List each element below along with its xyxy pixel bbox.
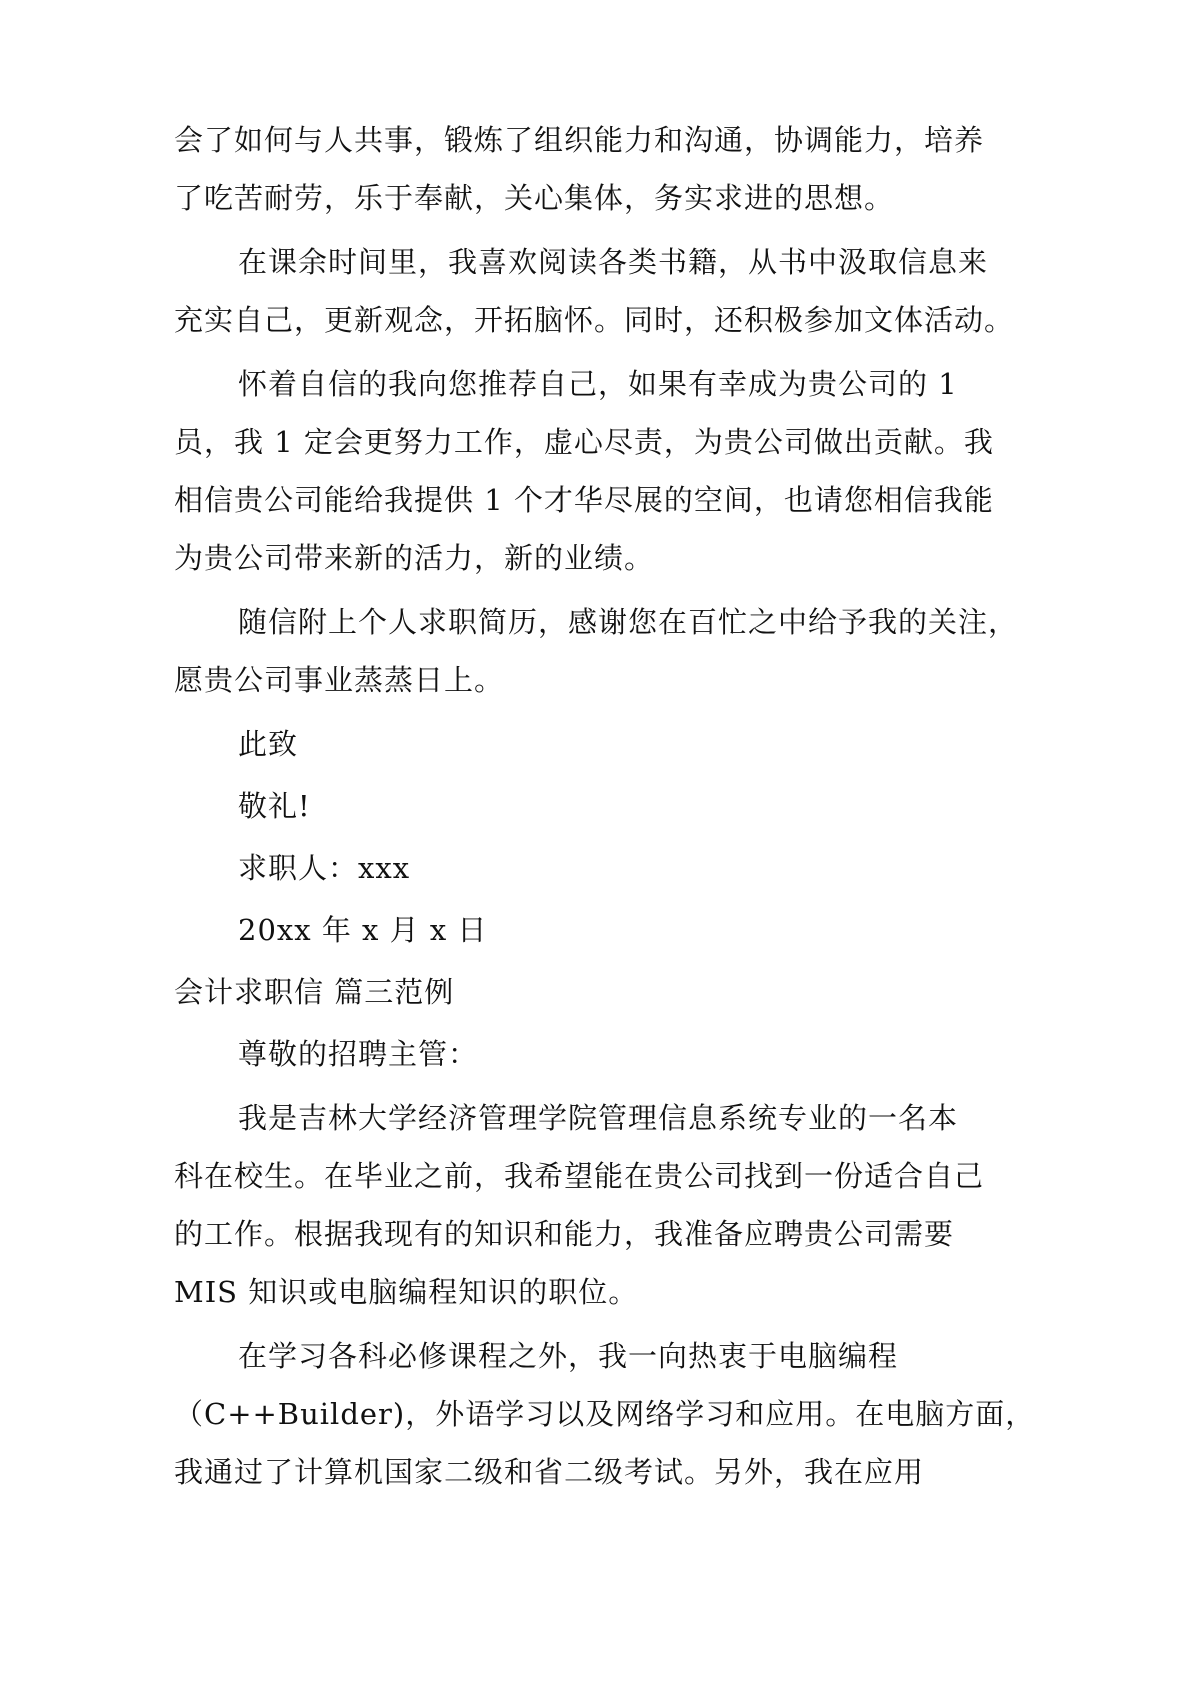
signature-line: 求职人：xxx (238, 851, 411, 885)
paragraph-line: MIS 知识或电脑编程知识的职位。 (174, 1275, 639, 1309)
paragraph-line: 为贵公司带来新的活力，新的业绩。 (174, 541, 655, 575)
paragraph-line: 员，我 1 定会更努力工作，虚心尽责，为贵公司做出贡献。我 (174, 425, 994, 459)
paragraph-line: 我是吉林大学经济管理学院管理信息系统专业的一名本 (238, 1101, 959, 1135)
paragraph-line: 会了如何与人共事，锻炼了组织能力和沟通，协调能力，培养 (174, 123, 985, 157)
paragraph-line: （C++Builder)，外语学习以及网络学习和应用。在电脑方面， (174, 1397, 1036, 1431)
paragraph-line: 愿贵公司事业蒸蒸日上。 (174, 663, 505, 697)
paragraph-line: 了吃苦耐劳，乐于奉献，关心集体，务实求进的思想。 (174, 181, 895, 215)
salutation-line: 此致 (238, 727, 299, 761)
paragraph-line: 科在校生。在毕业之前，我希望能在贵公司找到一份适合自己 (174, 1159, 985, 1193)
paragraph-line: 在学习各科必修课程之外，我一向热衷于电脑编程 (238, 1339, 899, 1373)
paragraph-line: 在课余时间里，我喜欢阅读各类书籍，从书中汲取信息来 (238, 245, 989, 279)
paragraph-line: 的工作。根据我现有的知识和能力，我准备应聘贵公司需要 (174, 1217, 955, 1251)
section-heading: 会计求职信 篇三范例 (174, 975, 455, 1009)
greeting-line: 尊敬的招聘主管： (238, 1037, 479, 1071)
paragraph-line: 怀着自信的我向您推荐自己，如果有幸成为贵公司的 1 (238, 367, 958, 401)
paragraph-line: 随信附上个人求职简历，感谢您在百忙之中给予我的关注， (238, 605, 1019, 639)
date-line: 20xx 年 x 月 x 日 (238, 913, 488, 947)
paragraph-line: 充实自己，更新观念，开拓脑怀。同时，还积极参加文体活动。 (174, 303, 1015, 337)
paragraph-line: 相信贵公司能给我提供 1 个才华尽展的空间，也请您相信我能 (174, 483, 994, 517)
paragraph-line: 我通过了计算机国家二级和省二级考试。另外，我在应用 (174, 1455, 925, 1489)
salutation-line: 敬礼! (238, 789, 311, 823)
